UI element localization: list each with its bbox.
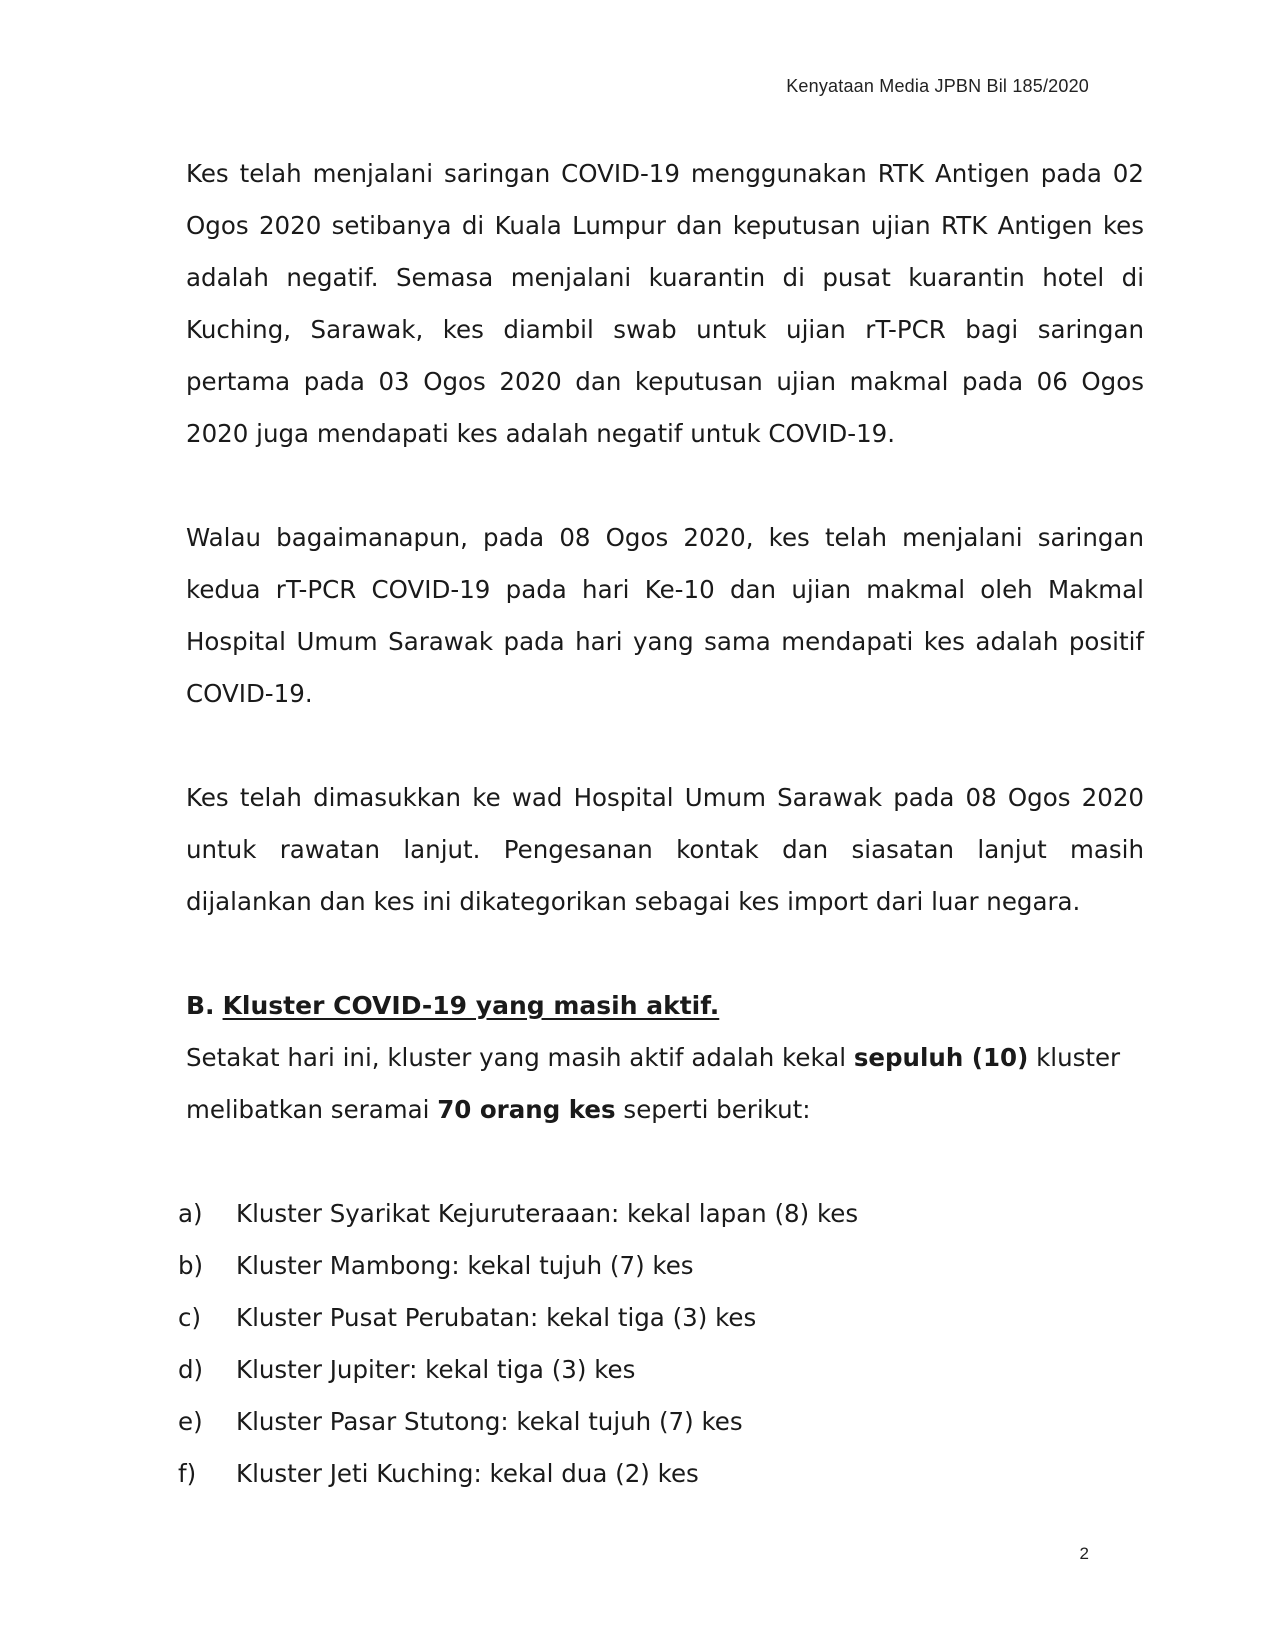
list-marker: b): [178, 1251, 204, 1280]
list-item: [178, 1188, 1144, 1240]
list-marker: f): [178, 1459, 197, 1488]
list-item-text: Kluster Jupiter: kekal tiga (3) kes: [236, 1355, 636, 1384]
paragraph-second-screening: Walau bagaimanapun, pada 08 Ogos 2020, kes telah menjalani saringan kedua rT-PCR COVID-19 pada hari Ke-10 dan ujian makmal oleh Makmal Hospital Umum Sarawak pada hari yang sama mendapati kes adalah positif COVID-19.: [186, 523, 1144, 708]
section-letter: B.: [186, 991, 215, 1020]
list-marker: c): [178, 1303, 202, 1332]
document-body: [178, 148, 1144, 1500]
summary-text-2: kluster melibatkan seramai: [186, 1043, 1121, 1124]
list-item: [178, 1448, 1144, 1500]
summary-cluster-count: sepuluh (10): [853, 1043, 1029, 1072]
list-marker: e): [178, 1407, 203, 1436]
summary-text-3: seperti berikut:: [615, 1095, 811, 1124]
section-heading: [186, 980, 1144, 1032]
list-item-text: Kluster Pusat Perubatan: kekal tiga (3) kes: [236, 1303, 757, 1332]
page-number: 2: [1079, 1544, 1089, 1563]
list-item: [178, 1240, 1144, 1292]
list-item-text: Kluster Pasar Stutong: kekal tujuh (7) kes: [236, 1407, 743, 1436]
summary-case-count: 70 orang kes: [437, 1095, 616, 1124]
summary-text-1: Setakat hari ini, kluster yang masih aktif adalah kekal: [186, 1043, 854, 1072]
list-item-text: Kluster Mambong: kekal tujuh (7) kes: [236, 1251, 694, 1280]
section-title: Kluster COVID-19 yang masih aktif.: [222, 991, 720, 1020]
list-marker: a): [178, 1199, 203, 1228]
list-item-text: Kluster Syarikat Kejuruteraaan: kekal lapan (8) kes: [236, 1199, 859, 1228]
list-item: [178, 1344, 1144, 1396]
list-marker: d): [178, 1355, 204, 1384]
document-reference: Kenyataan Media JPBN Bil 185/2020: [786, 76, 1089, 96]
paragraph-screening: Kes telah menjalani saringan COVID-19 menggunakan RTK Antigen pada 02 Ogos 2020 setibanya di Kuala Lumpur dan keputusan ujian RTK Antigen kes adalah negatif. Semasa menjalani kuarantin di pusat kuarantin hotel di Kuching, Sarawak, kes diambil swab untuk ujian rT-PCR bagi saringan pertama pada 03 Ogos 2020 dan keputusan ujian makmal pada 06 Ogos 2020 juga mendapati kes adalah negatif untuk COVID-19.: [186, 159, 1144, 448]
paragraph-admission: Kes telah dimasukkan ke wad Hospital Umum Sarawak pada 08 Ogos 2020 untuk rawatan lanjut. Pengesanan kontak dan siasatan lanjut masih dijalankan dan kes ini dikategorikan sebagai kes import dari luar negara.: [186, 783, 1144, 916]
section-summary: [186, 1032, 1144, 1136]
list-item: [178, 1292, 1144, 1344]
cluster-list: [178, 1188, 1144, 1500]
list-item-text: Kluster Jeti Kuching: kekal dua (2) kes: [236, 1459, 699, 1488]
list-item: [178, 1396, 1144, 1448]
